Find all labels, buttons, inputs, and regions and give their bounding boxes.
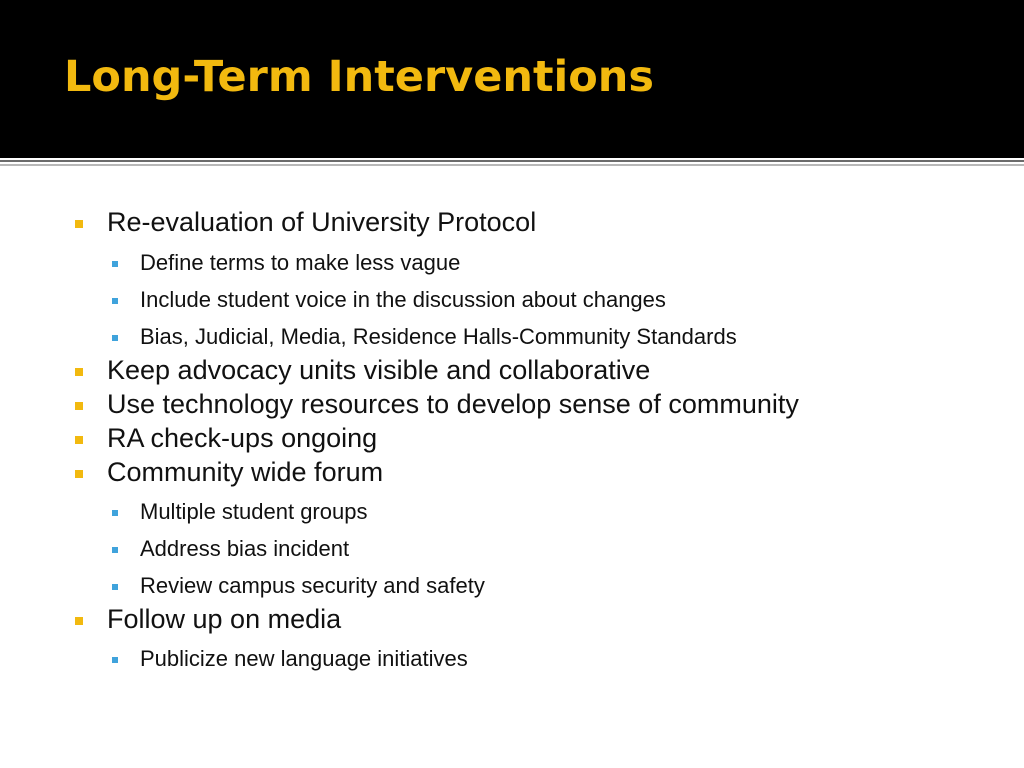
square-bullet-icon xyxy=(112,510,118,516)
divider-line xyxy=(0,164,1024,166)
bullet-text: Keep advocacy units visible and collaborative xyxy=(107,355,651,385)
sub-bullet-text: Include student voice in the discussion about changes xyxy=(140,287,666,312)
square-bullet-icon xyxy=(75,220,83,228)
sub-bullet-text: Bias, Judicial, Media, Residence Halls-Community Standards xyxy=(140,324,737,349)
sub-bullet-text: Address bias incident xyxy=(140,536,350,561)
slide-title: Long-Term Interventions xyxy=(64,52,655,102)
square-bullet-icon xyxy=(75,436,83,444)
square-bullet-icon xyxy=(112,298,118,304)
sub-bullet-text: Publicize new language initiatives xyxy=(140,646,468,671)
sub-bullet-text: Review campus security and safety xyxy=(140,573,485,598)
bullet-text: Use technology resources to develop sense of community xyxy=(107,389,799,419)
square-bullet-icon xyxy=(75,368,83,376)
square-bullet-icon xyxy=(112,335,118,341)
square-bullet-icon xyxy=(112,261,118,267)
square-bullet-icon xyxy=(75,470,83,478)
divider-line xyxy=(0,160,1024,162)
bullet-text: Community wide forum xyxy=(107,457,384,487)
square-bullet-icon xyxy=(75,402,83,410)
square-bullet-icon xyxy=(75,617,83,625)
sub-bullet-text: Define terms to make less vague xyxy=(140,250,461,275)
sub-bullet-text: Multiple student groups xyxy=(140,499,368,524)
square-bullet-icon xyxy=(112,657,118,663)
bullet-text: Re-evaluation of University Protocol xyxy=(107,207,537,237)
square-bullet-icon xyxy=(112,547,118,553)
square-bullet-icon xyxy=(112,584,118,590)
bullet-text: Follow up on media xyxy=(107,604,342,634)
bullet-text: RA check-ups ongoing xyxy=(107,423,378,453)
